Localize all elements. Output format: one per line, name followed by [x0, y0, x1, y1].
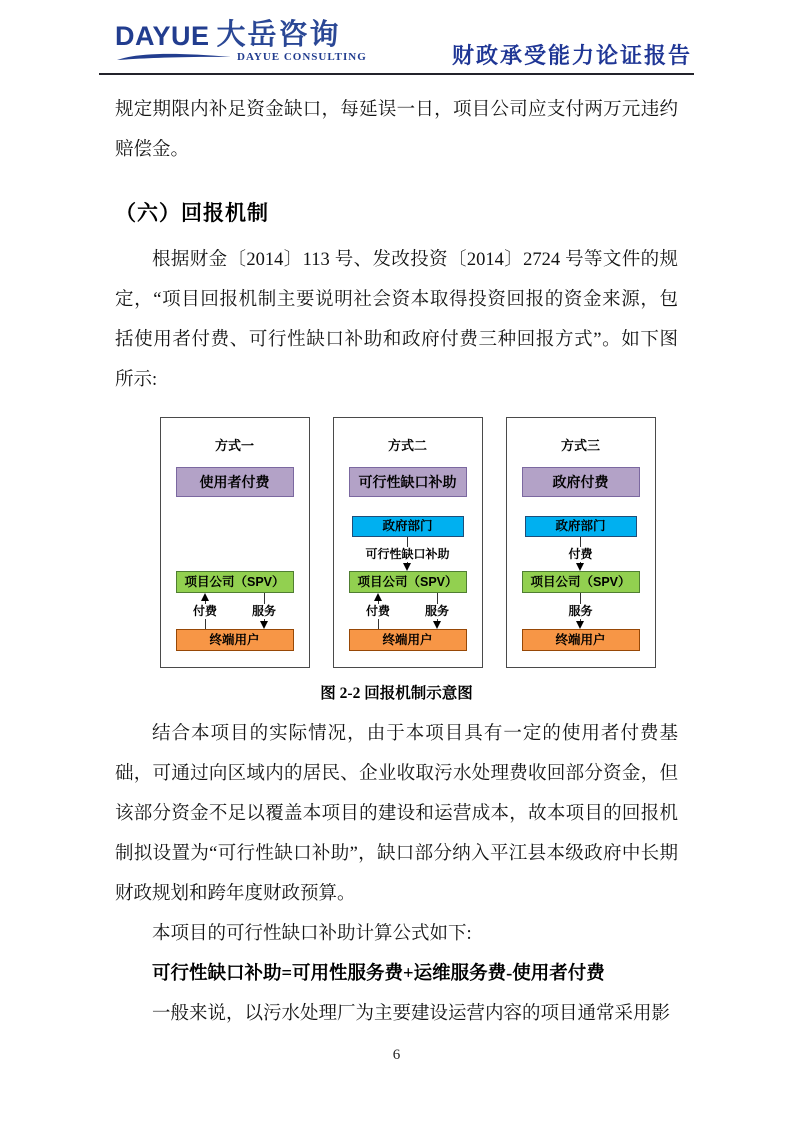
- end-user-box: 终端用户: [349, 629, 467, 651]
- diagram-panel-method-2: [333, 417, 483, 668]
- viability-gap-box: 可行性缺口补助: [349, 467, 467, 497]
- service-label: 服务: [251, 603, 276, 618]
- spv-box: 项目公司（SPV）: [349, 571, 467, 593]
- panel-title: 方式一: [214, 438, 254, 453]
- paragraph-formula-intro: 本项目的可行性缺口补助计算公式如下:: [152, 924, 472, 944]
- section-heading: （六）回报机制: [115, 202, 269, 225]
- page-number: 6: [392, 1047, 401, 1063]
- logo-swoosh-icon: [115, 52, 233, 62]
- formula-line: 可行性缺口补助=可用性服务费+运维服务费-使用者付费: [152, 964, 605, 984]
- return-mechanism-diagram: [160, 417, 656, 668]
- diagram-panel-method-1: [160, 417, 310, 668]
- government-box: 政府部门: [352, 516, 464, 537]
- flow-arrows: [349, 593, 467, 629]
- arrow-up-icon: [374, 593, 382, 601]
- pay-label: 付费: [192, 603, 217, 618]
- end-user-box: 终端用户: [176, 629, 294, 651]
- government-box: 政府部门: [525, 516, 637, 537]
- gov-to-spv-arrow: [566, 537, 594, 571]
- pay-label: 付费: [365, 603, 390, 618]
- dayue-logo: [115, 21, 367, 63]
- flow-arrows: [176, 593, 294, 629]
- arrow-up-icon: [201, 593, 209, 601]
- paragraph-continuation: 规定期限内补足资金缺口，每延误一日，项目公司应支付两万元违约赔偿金。: [115, 100, 678, 160]
- document-body: [115, 90, 678, 1034]
- service-label: 服务: [424, 603, 449, 618]
- document-title: 财政承受能力论证报告: [451, 43, 692, 68]
- panel-title: 方式二: [387, 438, 427, 453]
- gov-to-spv-arrow: [363, 537, 451, 571]
- paragraph-intro: 根据财金〔2014〕113 号、发改投资〔2014〕2724 号等文件的规定，“项目回报机制主要说明社会资本取得投资回报的资金来源，包括使用者付费、可行性缺口补助和政府付费三种回报方式”。如下图所示:: [115, 250, 678, 390]
- panel-title: 方式三: [560, 438, 600, 453]
- end-user-box: 终端用户: [522, 629, 640, 651]
- page-footer: [0, 1047, 793, 1064]
- logo-subtitle: DAYUE CONSULTING: [237, 51, 367, 63]
- spv-box: 项目公司（SPV）: [522, 571, 640, 593]
- diagram-panel-method-3: [506, 417, 656, 668]
- service-label: 服务: [568, 603, 593, 618]
- government-pay-box: 政府付费: [522, 467, 640, 497]
- paragraph-last: 一般来说，以污水处理厂为主要建设运营内容的项目通常采用影: [152, 1004, 671, 1024]
- spv-box: 项目公司（SPV）: [176, 571, 294, 593]
- paragraph-project: 结合本项目的实际情况，由于本项目具有一定的使用者付费基础，可通过向区域内的居民、企业收取污水处理费收回部分资金，但该部分资金不足以覆盖本项目的建设和运营成本，故本项目的回报机制拟设置为“可行性缺口补助”，缺口部分纳入平江县本级政府中长期财政规划和跨年度财政预算。: [115, 724, 678, 904]
- arrow-down-icon: [260, 621, 268, 629]
- logo-chinese-text: 大岳咨询: [216, 19, 341, 51]
- arrow-down-icon: [403, 563, 411, 571]
- spv-to-user-arrow: [566, 593, 594, 629]
- page-header: [99, 0, 694, 75]
- user-pay-box: 使用者付费: [176, 467, 294, 497]
- gov-arrow-label: 可行性缺口补助: [365, 546, 450, 561]
- logo-latin-text: DAYUE: [115, 21, 210, 51]
- arrow-down-icon: [576, 563, 584, 571]
- gov-arrow-label: 付费: [568, 546, 593, 561]
- figure-caption: 图 2-2 回报机制示意图: [320, 685, 473, 702]
- arrow-down-icon: [576, 621, 584, 629]
- arrow-down-icon: [433, 621, 441, 629]
